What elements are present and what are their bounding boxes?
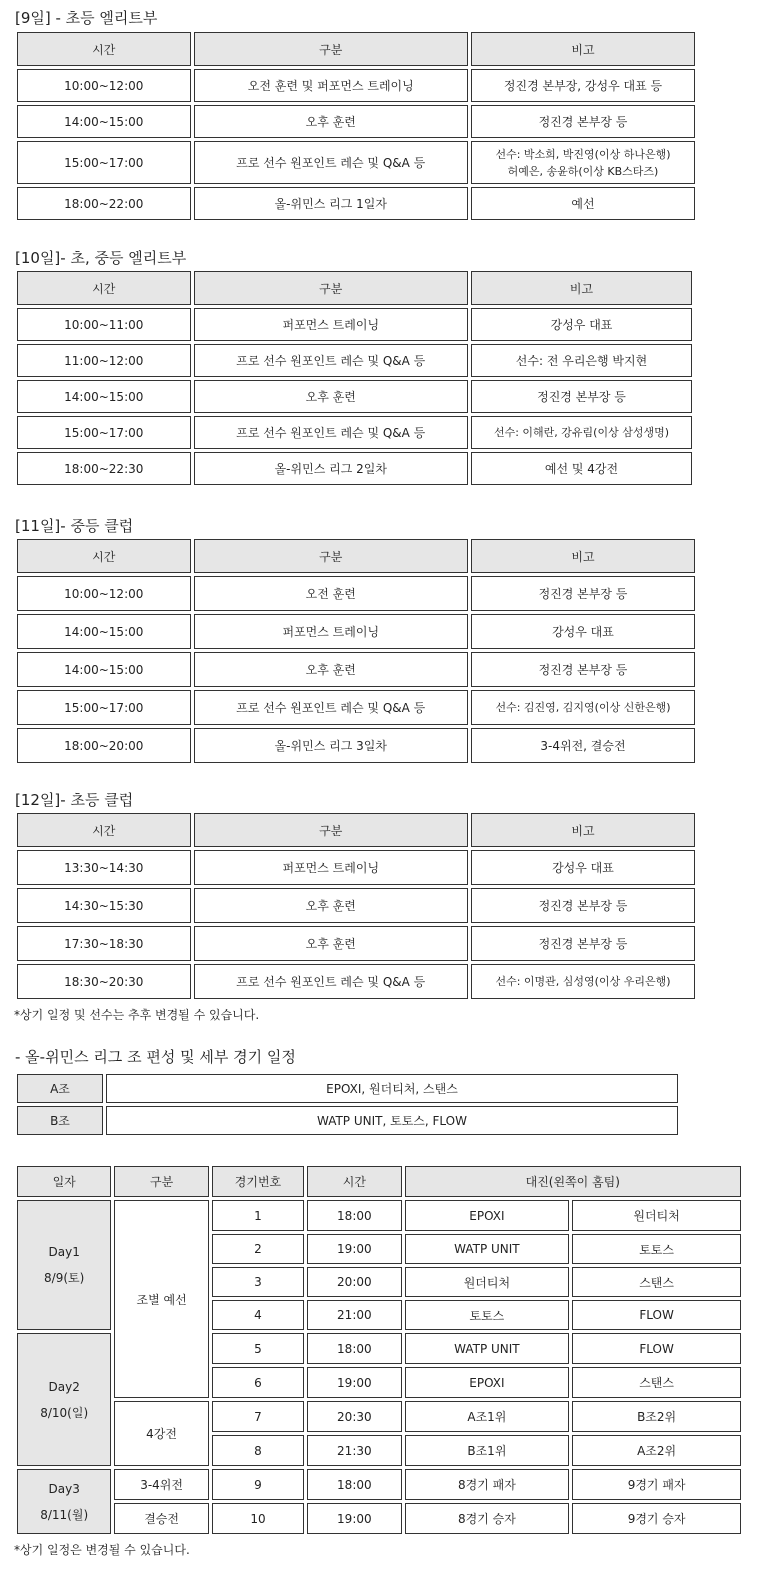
note-cell: 선수: 박소희, 박진영(이상 하나은행) 허예은, 송윤하(이상 KB스타즈)	[471, 141, 695, 184]
time-cell: 19:00	[307, 1367, 401, 1398]
game-no-cell: 8	[212, 1435, 304, 1466]
header-category: 구분	[194, 32, 468, 66]
header-category: 구분	[194, 271, 468, 305]
category-cell: 오후 훈련	[194, 105, 468, 138]
day-label: Day3	[48, 1481, 80, 1496]
note-cell: 선수: 이명관, 심성영(이상 우리은행)	[471, 964, 695, 999]
home-team-cell: 원더티처	[405, 1267, 570, 1297]
time-cell: 19:00	[307, 1503, 401, 1534]
day3-cell	[17, 1469, 111, 1534]
table-row	[17, 1200, 741, 1231]
note-cell: 선수: 김진영, 김지영(이상 신한은행)	[471, 690, 695, 725]
game-no-cell: 3	[212, 1267, 304, 1297]
day9-title: [9일] - 초등 엘리트부	[15, 9, 158, 27]
category-cell: 올-위민스 리그 2일차	[194, 452, 468, 485]
match-table	[14, 1163, 744, 1537]
time-cell: 18:00~20:00	[17, 728, 191, 763]
header-category: 구분	[194, 813, 468, 847]
time-cell: 18:00	[307, 1469, 401, 1500]
away-team-cell: 9경기 패자	[572, 1469, 741, 1500]
day12-title: [12일]- 초등 클럽	[15, 791, 134, 809]
table-header-row	[17, 1166, 741, 1197]
table-row	[17, 576, 695, 611]
time-cell: 15:00~17:00	[17, 416, 191, 449]
header-date: 일자	[17, 1166, 111, 1197]
category-cell: 퍼포먼스 트레이닝	[194, 850, 468, 885]
time-cell: 14:00~15:00	[17, 105, 191, 138]
group-teams: EPOXI, 원더티처, 스탠스	[106, 1074, 678, 1103]
note-cell: 예선 및 4강전	[471, 452, 692, 485]
note-cell: 정진경 본부장 등	[471, 652, 695, 687]
group-teams: WATP UNIT, 토토스, FLOW	[106, 1106, 678, 1135]
table-row	[17, 1106, 678, 1135]
note-cell: 정진경 본부장 등	[471, 576, 695, 611]
table-row	[17, 690, 695, 725]
game-no-cell: 6	[212, 1367, 304, 1398]
note-cell: 3-4위전, 결승전	[471, 728, 695, 763]
day2-cell	[17, 1333, 111, 1466]
table-row	[17, 1074, 678, 1103]
header-note: 비고	[471, 539, 695, 573]
header-category: 구분	[194, 539, 468, 573]
time-cell: 17:30~18:30	[17, 926, 191, 961]
table-row	[17, 1401, 741, 1432]
table-row	[17, 187, 695, 220]
category-cell: 프로 선수 원포인트 레슨 및 Q&A 등	[194, 141, 468, 184]
table-row	[17, 308, 692, 341]
away-team-cell: 원더티처	[572, 1200, 741, 1231]
table-row	[17, 344, 692, 377]
group-label: A조	[17, 1074, 103, 1103]
time-cell: 10:00~11:00	[17, 308, 191, 341]
home-team-cell: EPOXI	[405, 1200, 570, 1231]
header-time: 시간	[17, 271, 191, 305]
table-header-row	[17, 32, 695, 66]
table-row	[17, 69, 695, 102]
time-cell: 11:00~12:00	[17, 344, 191, 377]
game-no-cell: 4	[212, 1300, 304, 1330]
table-header-row	[17, 271, 692, 305]
time-cell: 18:30~20:30	[17, 964, 191, 999]
time-cell: 14:30~15:30	[17, 888, 191, 923]
home-team-cell: B조1위	[405, 1435, 570, 1466]
time-cell: 21:00	[307, 1300, 401, 1330]
home-team-cell: 토토스	[405, 1300, 570, 1330]
group-label: B조	[17, 1106, 103, 1135]
time-cell: 19:00	[307, 1234, 401, 1264]
table-row	[17, 1469, 741, 1500]
time-cell: 10:00~12:00	[17, 69, 191, 102]
day-label: Day1	[48, 1245, 80, 1259]
home-team-cell: 8경기 패자	[405, 1469, 570, 1500]
home-team-cell: A조1위	[405, 1401, 570, 1432]
note-cell: 강성우 대표	[471, 308, 692, 341]
time-cell: 21:30	[307, 1435, 401, 1466]
category-cell: 오후 훈련	[194, 380, 468, 413]
away-team-cell: 스탠스	[572, 1267, 741, 1297]
day-label: Day2	[48, 1379, 80, 1394]
note-cell: 강성우 대표	[471, 614, 695, 649]
category-cell: 조별 예선	[114, 1200, 208, 1398]
time-cell: 14:00~15:00	[17, 652, 191, 687]
header-time: 시간	[307, 1166, 401, 1197]
category-cell: 퍼포먼스 트레이닝	[194, 308, 468, 341]
away-team-cell: B조2위	[572, 1401, 741, 1432]
note-cell: 정진경 본부장 등	[471, 926, 695, 961]
header-note: 비고	[471, 32, 695, 66]
day-date: 8/9(토)	[44, 1271, 85, 1285]
league-notice: *상기 일정은 변경될 수 있습니다.	[14, 1543, 190, 1557]
day-date: 8/10(일)	[40, 1405, 89, 1420]
category-cell: 프로 선수 원포인트 레슨 및 Q&A 등	[194, 344, 468, 377]
note-cell: 정진경 본부장, 강성우 대표 등	[471, 69, 695, 102]
category-cell: 프로 선수 원포인트 레슨 및 Q&A 등	[194, 964, 468, 999]
day-date: 8/11(월)	[40, 1507, 89, 1522]
table-header-row	[17, 539, 695, 573]
category-cell: 올-위민스 리그 3일차	[194, 728, 468, 763]
home-team-cell: 8경기 승자	[405, 1503, 570, 1534]
table-row	[17, 964, 695, 999]
note-cell: 정진경 본부장 등	[471, 380, 692, 413]
time-cell: 18:00	[307, 1200, 401, 1231]
home-team-cell: WATP UNIT	[405, 1234, 570, 1264]
away-team-cell: 토토스	[572, 1234, 741, 1264]
away-team-cell: FLOW	[572, 1300, 741, 1330]
game-no-cell: 1	[212, 1200, 304, 1231]
table-row	[17, 380, 692, 413]
table-row	[17, 614, 695, 649]
game-no-cell: 7	[212, 1401, 304, 1432]
note-cell: 선수: 이해란, 강유림(이상 삼성생명)	[471, 416, 692, 449]
time-cell: 18:00	[307, 1333, 401, 1364]
table-row	[17, 141, 695, 184]
time-cell: 15:00~17:00	[17, 690, 191, 725]
table-row	[17, 105, 695, 138]
time-cell: 13:30~14:30	[17, 850, 191, 885]
category-cell: 퍼포먼스 트레이닝	[194, 614, 468, 649]
game-no-cell: 9	[212, 1469, 304, 1500]
category-cell: 오후 훈련	[194, 652, 468, 687]
header-note: 비고	[471, 271, 692, 305]
header-time: 시간	[17, 539, 191, 573]
game-no-cell: 2	[212, 1234, 304, 1264]
day11-schedule-table	[14, 536, 698, 766]
day11-title: [11일]- 중등 클럽	[15, 517, 134, 535]
header-game-no: 경기번호	[212, 1166, 304, 1197]
table-row	[17, 888, 695, 923]
header-note: 비고	[471, 813, 695, 847]
category-cell: 올-위민스 리그 1일자	[194, 187, 468, 220]
time-cell: 10:00~12:00	[17, 576, 191, 611]
table-row	[17, 1503, 741, 1534]
schedule-notice: *상기 일정 및 선수는 추후 변경될 수 있습니다.	[14, 1008, 260, 1022]
day10-schedule-table	[14, 268, 695, 488]
time-cell: 18:00~22:30	[17, 452, 191, 485]
time-cell: 15:00~17:00	[17, 141, 191, 184]
category-cell: 오후 훈련	[194, 888, 468, 923]
category-cell: 프로 선수 원포인트 레슨 및 Q&A 등	[194, 690, 468, 725]
home-team-cell: WATP UNIT	[405, 1333, 570, 1364]
day1-cell	[17, 1200, 111, 1330]
note-cell: 정진경 본부장 등	[471, 105, 695, 138]
time-cell: 14:00~15:00	[17, 614, 191, 649]
time-cell: 20:00	[307, 1267, 401, 1297]
game-no-cell: 10	[212, 1503, 304, 1534]
day9-schedule-table	[14, 29, 698, 223]
header-time: 시간	[17, 32, 191, 66]
day12-schedule-table	[14, 810, 698, 1002]
time-cell: 18:00~22:00	[17, 187, 191, 220]
time-cell: 20:30	[307, 1401, 401, 1432]
table-row	[17, 728, 695, 763]
away-team-cell: FLOW	[572, 1333, 741, 1364]
header-time: 시간	[17, 813, 191, 847]
league-title: - 올-위민스 리그 조 편성 및 세부 경기 일정	[15, 1048, 296, 1066]
header-matchup: 대진(왼쪽이 홈팀)	[405, 1166, 741, 1197]
away-team-cell: 스탠스	[572, 1367, 741, 1398]
category-cell: 오전 훈련 및 퍼포먼스 트레이닝	[194, 69, 468, 102]
category-cell: 오전 훈련	[194, 576, 468, 611]
category-cell: 오후 훈련	[194, 926, 468, 961]
table-row	[17, 926, 695, 961]
header-category: 구분	[114, 1166, 208, 1197]
away-team-cell: A조2위	[572, 1435, 741, 1466]
category-cell: 결승전	[114, 1503, 208, 1534]
table-row	[17, 452, 692, 485]
away-team-cell: 9경기 승자	[572, 1503, 741, 1534]
note-cell: 강성우 대표	[471, 850, 695, 885]
category-cell: 프로 선수 원포인트 레슨 및 Q&A 등	[194, 416, 468, 449]
table-row	[17, 416, 692, 449]
home-team-cell: EPOXI	[405, 1367, 570, 1398]
group-table	[14, 1071, 681, 1138]
table-header-row	[17, 813, 695, 847]
category-cell: 4강전	[114, 1401, 208, 1466]
category-cell: 3-4위전	[114, 1469, 208, 1500]
note-cell: 정진경 본부장 등	[471, 888, 695, 923]
table-row	[17, 652, 695, 687]
day10-title: [10일]- 초, 중등 엘리트부	[15, 249, 187, 267]
game-no-cell: 5	[212, 1333, 304, 1364]
table-row	[17, 850, 695, 885]
time-cell: 14:00~15:00	[17, 380, 191, 413]
note-cell: 예선	[471, 187, 695, 220]
note-cell: 선수: 전 우리은행 박지현	[471, 344, 692, 377]
